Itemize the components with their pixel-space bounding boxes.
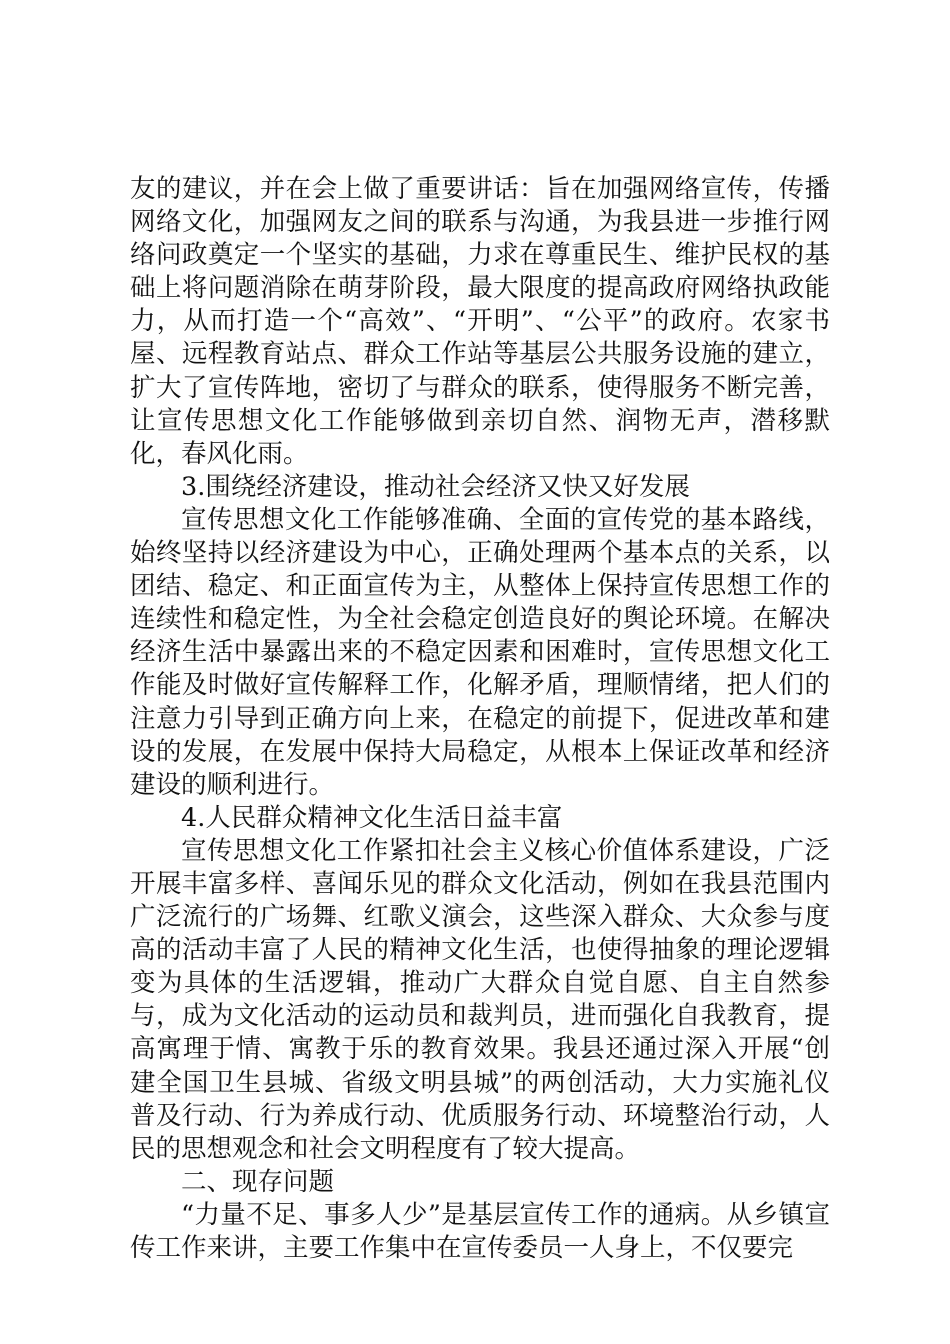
paragraph-economy: 宣传思想文化工作能够准确、全面的宣传党的基本路线，始终坚持以经济建设为中心，正确处理两个基本点的关系，以团结、稳定、和正面宣传为主，从整体上保持宣传思想工作的连续性和稳定性，为全社会稳定创造良好的舆论环境。在解决经济生活中暴露出来的不稳定因素和困难时，宣传思想文化工作能及时做好宣传解释工作，化解矛盾，理顺情绪，把人们的注意力引导到正确方向上来，在稳定的前提下，促进改革和建设的发展，在发展中保持大局稳定，从根本上保证改革和经济建设的顺利进行。 xyxy=(130,504,830,800)
paragraph-problems: “力量不足、事多人少”是基层宣传工作的通病。从乡镇宣传工作来讲，主要工作集中在宣传委员一人身上，不仅要完 xyxy=(130,1199,830,1263)
document-page xyxy=(130,173,830,1265)
paragraph-culture: 宣传思想文化工作紧扣社会主义核心价值体系建设，广泛开展丰富多样、喜闻乐见的群众文化活动，例如在我县范围内广泛流行的广场舞、红歌义演会，这些深入群众、大众参与度高的活动丰富了人民的精神文化生活，也使得抽象的理论逻辑变为具体的生活逻辑，推动广大群众自觉自愿、自主自然参与，成为文化活动的运动员和裁判员，进而强化自我教育，提高寓理于情、寓教于乐的教育效果。我县还通过深入开展“创建全国卫生县城、省级文明县城”的两创活动，大力实施礼仪普及行动、行为养成行动、优质服务行动、环境整治行动，人民的思想观念和社会文明程度有了较大提高。 xyxy=(130,835,830,1164)
paragraph-continued: 友的建议，并在会上做了重要讲话：旨在加强网络宣传，传播网络文化，加强网友之间的联系与沟通，为我县进一步推行网络问政奠定一个坚实的基础，力求在尊重民生、维护民权的基础上将问题消除在萌芽阶段，最大限度的提高政府网络执政能力，从而打造一个“高效”、“开明”、“公平”的政府。农家书屋、远程教育站点、群众工作站等基层公共服务设施的建立，扩大了宣传阵地，密切了与群众的联系，使得服务不断完善，让宣传思想文化工作能够做到亲切自然、润物无声，潜移默化，春风化雨。 xyxy=(130,174,830,469)
section-heading-4: 4.人民群众精神文化生活日益丰富 xyxy=(181,802,563,833)
section-heading-existing-problems: 二、现存问题 xyxy=(181,1166,335,1197)
section-heading-3: 3.围绕经济建设，推动社会经济又快又好发展 xyxy=(181,471,690,502)
